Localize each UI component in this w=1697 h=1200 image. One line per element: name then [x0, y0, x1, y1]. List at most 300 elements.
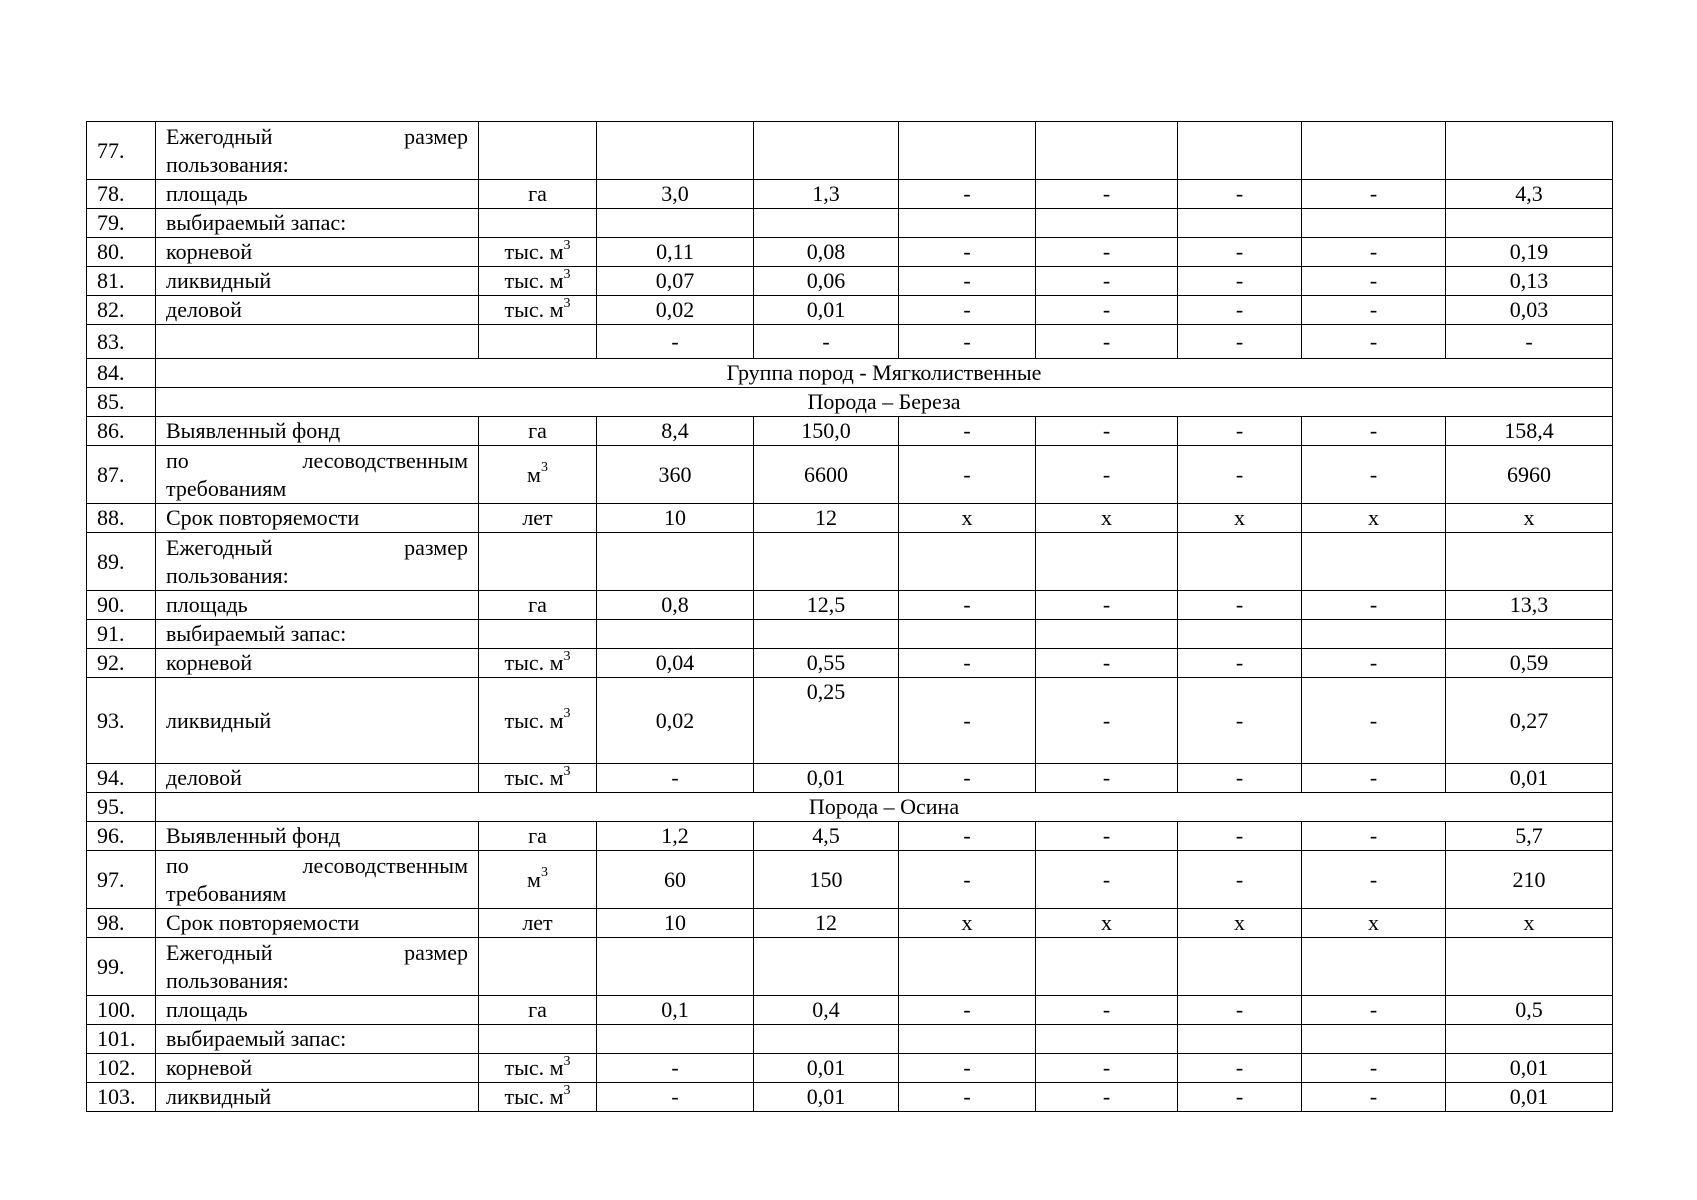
unit-cell — [479, 1025, 597, 1054]
unit-exponent: 3 — [563, 1053, 571, 1069]
unit-text: тыс. м — [504, 650, 564, 675]
unit-exponent: 3 — [563, 706, 571, 722]
value-cell: - — [1302, 325, 1446, 359]
value-cell: - — [899, 764, 1036, 793]
row-label: выбираемый запас: — [156, 1025, 479, 1054]
row-label: площадь — [156, 591, 479, 620]
value-cell: 0,25 — [754, 678, 899, 764]
unit-cell — [479, 764, 597, 793]
value-cell: - — [1302, 238, 1446, 267]
value-cell: - — [1036, 1083, 1178, 1112]
value-cell: - — [754, 325, 899, 359]
row-number: 77. — [87, 122, 156, 180]
value-cell: 0,8 — [597, 591, 754, 620]
row-number: 103. — [87, 1083, 156, 1112]
species-heading: Порода – Береза — [156, 388, 1613, 417]
value-cell: - — [1178, 267, 1302, 296]
table-row — [87, 122, 1613, 180]
unit-exponent: 3 — [563, 237, 571, 253]
value-cell: - — [1036, 267, 1178, 296]
unit-cell — [479, 238, 597, 267]
table-row — [87, 180, 1613, 209]
value-cell: 0,04 — [597, 649, 754, 678]
value-cell: - — [899, 325, 1036, 359]
value-cell: - — [1302, 996, 1446, 1025]
unit-text: тыс. м — [504, 765, 564, 790]
value-cell: х — [899, 504, 1036, 533]
value-cell: 0,03 — [1446, 296, 1613, 325]
value-cell: 360 — [597, 446, 754, 504]
value-cell: - — [1178, 417, 1302, 446]
value-cell: х — [899, 909, 1036, 938]
label-part: требованиям — [166, 475, 287, 501]
label-part: пользования: — [166, 967, 289, 993]
unit-cell — [479, 267, 597, 296]
value-cell: - — [1302, 1054, 1446, 1083]
table-row — [87, 591, 1613, 620]
value-cell: - — [597, 1054, 754, 1083]
unit-cell: га — [479, 417, 597, 446]
forest-use-table — [86, 121, 1613, 1112]
value-cell — [597, 209, 754, 238]
table-row — [87, 238, 1613, 267]
row-number: 82. — [87, 296, 156, 325]
label-part: размер — [404, 939, 468, 965]
value-cell: - — [1178, 238, 1302, 267]
value-cell: - — [1178, 296, 1302, 325]
value-cell — [899, 1025, 1036, 1054]
value-cell: 10 — [597, 909, 754, 938]
row-number: 95. — [87, 793, 156, 822]
value-cell: 0,01 — [1446, 1054, 1613, 1083]
value-cell — [1178, 209, 1302, 238]
unit-cell — [479, 325, 597, 359]
value-cell: - — [1302, 764, 1446, 793]
row-number: 86. — [87, 417, 156, 446]
value-cell: 6960 — [1446, 446, 1613, 504]
table-row — [87, 678, 1613, 764]
row-label: площадь — [156, 180, 479, 209]
row-label: деловой — [156, 296, 479, 325]
value-cell: - — [1036, 296, 1178, 325]
value-cell — [597, 620, 754, 649]
row-label: корневой — [156, 649, 479, 678]
value-cell: - — [1036, 764, 1178, 793]
unit-text: тыс. м — [504, 1055, 564, 1080]
unit-text: тыс. м — [504, 297, 564, 322]
row-label — [156, 938, 479, 996]
label-part: Ежегодный — [166, 123, 273, 149]
value-cell: х — [1446, 909, 1613, 938]
value-cell: - — [1302, 417, 1446, 446]
value-cell — [899, 620, 1036, 649]
value-cell: - — [1036, 238, 1178, 267]
row-label — [156, 533, 479, 591]
value-cell — [597, 533, 754, 591]
value-cell: - — [1302, 446, 1446, 504]
unit-exponent: 3 — [563, 295, 571, 311]
row-number: 79. — [87, 209, 156, 238]
value-cell: - — [899, 267, 1036, 296]
value-cell — [754, 938, 899, 996]
value-cell: - — [1036, 851, 1178, 909]
value-cell: - — [1178, 591, 1302, 620]
species-heading: Порода – Осина — [156, 793, 1613, 822]
value-cell: - — [899, 649, 1036, 678]
value-cell: - — [1178, 678, 1302, 764]
value-cell: 4,5 — [754, 822, 899, 851]
row-number: 87. — [87, 446, 156, 504]
value-cell: - — [1302, 851, 1446, 909]
value-cell — [1178, 122, 1302, 180]
value-cell: 0,27 — [1446, 678, 1613, 764]
row-label — [156, 446, 479, 504]
value-cell — [1302, 122, 1446, 180]
table-row — [87, 267, 1613, 296]
label-part: требованиям — [166, 880, 287, 906]
table-row — [87, 1054, 1613, 1083]
value-cell: 0,02 — [597, 678, 754, 764]
row-number: 102. — [87, 1054, 156, 1083]
value-cell: - — [899, 1054, 1036, 1083]
unit-exponent: 3 — [540, 460, 548, 476]
value-cell: - — [1302, 267, 1446, 296]
value-cell: - — [899, 446, 1036, 504]
value-cell: 0,06 — [754, 267, 899, 296]
value-cell: - — [899, 678, 1036, 764]
value-cell: - — [1036, 446, 1178, 504]
table-row — [87, 359, 1613, 388]
row-label: ликвидный — [156, 1083, 479, 1112]
value-cell: - — [1178, 1054, 1302, 1083]
value-cell — [754, 209, 899, 238]
value-cell: - — [899, 1083, 1036, 1112]
value-cell — [899, 533, 1036, 591]
value-cell — [1302, 938, 1446, 996]
value-cell — [1036, 1025, 1178, 1054]
value-cell: 0,02 — [597, 296, 754, 325]
row-number: 88. — [87, 504, 156, 533]
value-cell — [1036, 620, 1178, 649]
value-cell: - — [1302, 822, 1446, 851]
value-cell: - — [899, 296, 1036, 325]
row-number: 81. — [87, 267, 156, 296]
value-cell — [1178, 620, 1302, 649]
value-cell: 0,01 — [754, 1083, 899, 1112]
unit-cell — [479, 122, 597, 180]
row-label: Выявленный фонд — [156, 822, 479, 851]
unit-cell: лет — [479, 504, 597, 533]
value-cell — [754, 620, 899, 649]
table-row — [87, 822, 1613, 851]
label-part: размер — [404, 123, 468, 149]
unit-cell — [479, 851, 597, 909]
label-part: Ежегодный — [166, 534, 273, 560]
table-row — [87, 620, 1613, 649]
value-cell: - — [1036, 591, 1178, 620]
unit-cell — [479, 620, 597, 649]
row-label: Выявленный фонд — [156, 417, 479, 446]
row-label — [156, 851, 479, 909]
value-cell: 0,11 — [597, 238, 754, 267]
unit-cell — [479, 938, 597, 996]
row-number: 97. — [87, 851, 156, 909]
unit-text: тыс. м — [504, 239, 564, 264]
unit-cell — [479, 209, 597, 238]
value-cell: - — [1036, 996, 1178, 1025]
value-cell — [597, 1025, 754, 1054]
value-cell: 60 — [597, 851, 754, 909]
value-cell: - — [1178, 446, 1302, 504]
value-cell: - — [1178, 822, 1302, 851]
row-number: 84. — [87, 359, 156, 388]
value-cell: 12 — [754, 504, 899, 533]
unit-exponent: 3 — [563, 266, 571, 282]
row-number: 93. — [87, 678, 156, 764]
value-cell: 0,07 — [597, 267, 754, 296]
value-cell — [899, 122, 1036, 180]
table-row — [87, 1083, 1613, 1112]
row-number: 89. — [87, 533, 156, 591]
value-cell — [1446, 620, 1613, 649]
row-number: 100. — [87, 996, 156, 1025]
row-number: 99. — [87, 938, 156, 996]
unit-cell — [479, 1083, 597, 1112]
label-part: лесоводственным — [302, 447, 468, 473]
value-cell: - — [1178, 764, 1302, 793]
value-cell: 13,3 — [1446, 591, 1613, 620]
value-cell: 0,1 — [597, 996, 754, 1025]
unit-cell: га — [479, 996, 597, 1025]
value-cell — [1178, 1025, 1302, 1054]
value-cell: х — [1036, 909, 1178, 938]
value-cell — [1446, 1025, 1613, 1054]
value-cell: 0,13 — [1446, 267, 1613, 296]
value-cell: 150,0 — [754, 417, 899, 446]
value-cell: - — [899, 851, 1036, 909]
unit-exponent: 3 — [563, 648, 571, 664]
row-number: 83. — [87, 325, 156, 359]
value-cell: - — [1302, 296, 1446, 325]
value-cell: - — [1036, 678, 1178, 764]
value-cell: 150 — [754, 851, 899, 909]
row-label: Срок повторяемости — [156, 504, 479, 533]
value-cell — [1036, 122, 1178, 180]
value-cell — [754, 533, 899, 591]
value-cell: - — [1036, 649, 1178, 678]
unit-cell: лет — [479, 909, 597, 938]
label-part: Ежегодный — [166, 939, 273, 965]
unit-exponent: 3 — [540, 865, 548, 881]
value-cell: 0,08 — [754, 238, 899, 267]
value-cell: - — [597, 1083, 754, 1112]
table-row — [87, 938, 1613, 996]
value-cell: 8,4 — [597, 417, 754, 446]
value-cell: - — [899, 417, 1036, 446]
unit-text: тыс. м — [504, 268, 564, 293]
row-number: 92. — [87, 649, 156, 678]
row-label: Срок повторяемости — [156, 909, 479, 938]
table-row — [87, 764, 1613, 793]
unit-exponent: 3 — [563, 1082, 571, 1098]
label-part: лесоводственным — [302, 852, 468, 878]
row-label — [156, 325, 479, 359]
value-cell: - — [1178, 180, 1302, 209]
value-cell: - — [1036, 417, 1178, 446]
value-cell: 0,19 — [1446, 238, 1613, 267]
group-heading: Группа пород - Мягколиственные — [156, 359, 1613, 388]
row-number: 98. — [87, 909, 156, 938]
value-cell: 5,7 — [1446, 822, 1613, 851]
value-cell: - — [899, 591, 1036, 620]
value-cell: 0,01 — [1446, 764, 1613, 793]
value-cell: х — [1302, 909, 1446, 938]
unit-cell — [479, 649, 597, 678]
unit-text: м — [527, 461, 541, 487]
value-cell: 1,3 — [754, 180, 899, 209]
value-cell: 12 — [754, 909, 899, 938]
value-cell — [1178, 533, 1302, 591]
value-cell: - — [1446, 325, 1613, 359]
unit-cell — [479, 678, 597, 764]
value-cell: - — [1036, 325, 1178, 359]
unit-cell — [479, 446, 597, 504]
row-number: 101. — [87, 1025, 156, 1054]
value-cell: х — [1446, 504, 1613, 533]
value-cell: 0,4 — [754, 996, 899, 1025]
row-number: 80. — [87, 238, 156, 267]
value-cell: 0,01 — [1446, 1083, 1613, 1112]
row-label: ликвидный — [156, 267, 479, 296]
value-cell: - — [1178, 649, 1302, 678]
value-cell: - — [1302, 649, 1446, 678]
table-row — [87, 209, 1613, 238]
label-part: размер — [404, 534, 468, 560]
row-label: деловой — [156, 764, 479, 793]
label-part: пользования: — [166, 151, 289, 177]
value-cell — [597, 122, 754, 180]
value-cell: х — [1036, 504, 1178, 533]
value-cell: 4,3 — [1446, 180, 1613, 209]
row-number: 90. — [87, 591, 156, 620]
table-row — [87, 909, 1613, 938]
label-part: пользования: — [166, 562, 289, 588]
value-cell: - — [899, 238, 1036, 267]
value-cell: - — [1036, 822, 1178, 851]
row-number: 96. — [87, 822, 156, 851]
value-cell: - — [1178, 1083, 1302, 1112]
value-cell: - — [1302, 180, 1446, 209]
row-number: 85. — [87, 388, 156, 417]
value-cell: - — [1302, 591, 1446, 620]
value-cell — [1178, 938, 1302, 996]
row-label: корневой — [156, 238, 479, 267]
value-cell: 6600 — [754, 446, 899, 504]
value-cell: х — [1178, 909, 1302, 938]
table-row — [87, 417, 1613, 446]
value-cell: - — [1178, 851, 1302, 909]
value-cell — [597, 938, 754, 996]
value-cell: 10 — [597, 504, 754, 533]
unit-text: тыс. м — [504, 707, 564, 733]
table-row — [87, 996, 1613, 1025]
table-row — [87, 388, 1613, 417]
unit-cell: га — [479, 180, 597, 209]
value-cell: 0,55 — [754, 649, 899, 678]
table-row — [87, 851, 1613, 909]
table-row — [87, 296, 1613, 325]
label-part: по — [166, 447, 189, 473]
unit-cell — [479, 533, 597, 591]
value-cell — [1446, 533, 1613, 591]
table-row — [87, 446, 1613, 504]
value-cell: 210 — [1446, 851, 1613, 909]
value-cell: - — [1302, 678, 1446, 764]
value-cell: 0,59 — [1446, 649, 1613, 678]
value-cell: 3,0 — [597, 180, 754, 209]
table-row — [87, 1025, 1613, 1054]
value-cell: 12,5 — [754, 591, 899, 620]
row-number: 94. — [87, 764, 156, 793]
value-cell — [1302, 620, 1446, 649]
value-cell: - — [1178, 996, 1302, 1025]
value-cell — [1302, 1025, 1446, 1054]
value-cell: 0,5 — [1446, 996, 1613, 1025]
value-cell — [1036, 938, 1178, 996]
value-cell — [1036, 209, 1178, 238]
value-cell: - — [1302, 1083, 1446, 1112]
unit-cell — [479, 296, 597, 325]
unit-text: тыс. м — [504, 1084, 564, 1109]
unit-cell: га — [479, 822, 597, 851]
value-cell: - — [597, 764, 754, 793]
value-cell: - — [1036, 180, 1178, 209]
value-cell: - — [597, 325, 754, 359]
table-row — [87, 504, 1613, 533]
value-cell: - — [899, 996, 1036, 1025]
value-cell: 0,01 — [754, 296, 899, 325]
value-cell: 158,4 — [1446, 417, 1613, 446]
row-label: площадь — [156, 996, 479, 1025]
table-row — [87, 793, 1613, 822]
row-number: 78. — [87, 180, 156, 209]
value-cell: - — [899, 180, 1036, 209]
value-cell: 0,01 — [754, 1054, 899, 1083]
value-cell — [1302, 533, 1446, 591]
label-part: по — [166, 852, 189, 878]
value-cell: - — [1178, 325, 1302, 359]
row-number: 91. — [87, 620, 156, 649]
row-label — [156, 122, 479, 180]
value-cell: 0,01 — [754, 764, 899, 793]
unit-cell: га — [479, 591, 597, 620]
row-label: корневой — [156, 1054, 479, 1083]
row-label: выбираемый запас: — [156, 620, 479, 649]
value-cell — [754, 122, 899, 180]
value-cell: 1,2 — [597, 822, 754, 851]
value-cell — [1036, 533, 1178, 591]
value-cell: х — [1302, 504, 1446, 533]
row-label: ликвидный — [156, 678, 479, 764]
value-cell: - — [899, 822, 1036, 851]
table-row — [87, 533, 1613, 591]
unit-text: м — [527, 866, 541, 892]
value-cell — [1302, 209, 1446, 238]
row-label: выбираемый запас: — [156, 209, 479, 238]
value-cell — [1446, 209, 1613, 238]
value-cell: х — [1178, 504, 1302, 533]
value-cell — [899, 209, 1036, 238]
